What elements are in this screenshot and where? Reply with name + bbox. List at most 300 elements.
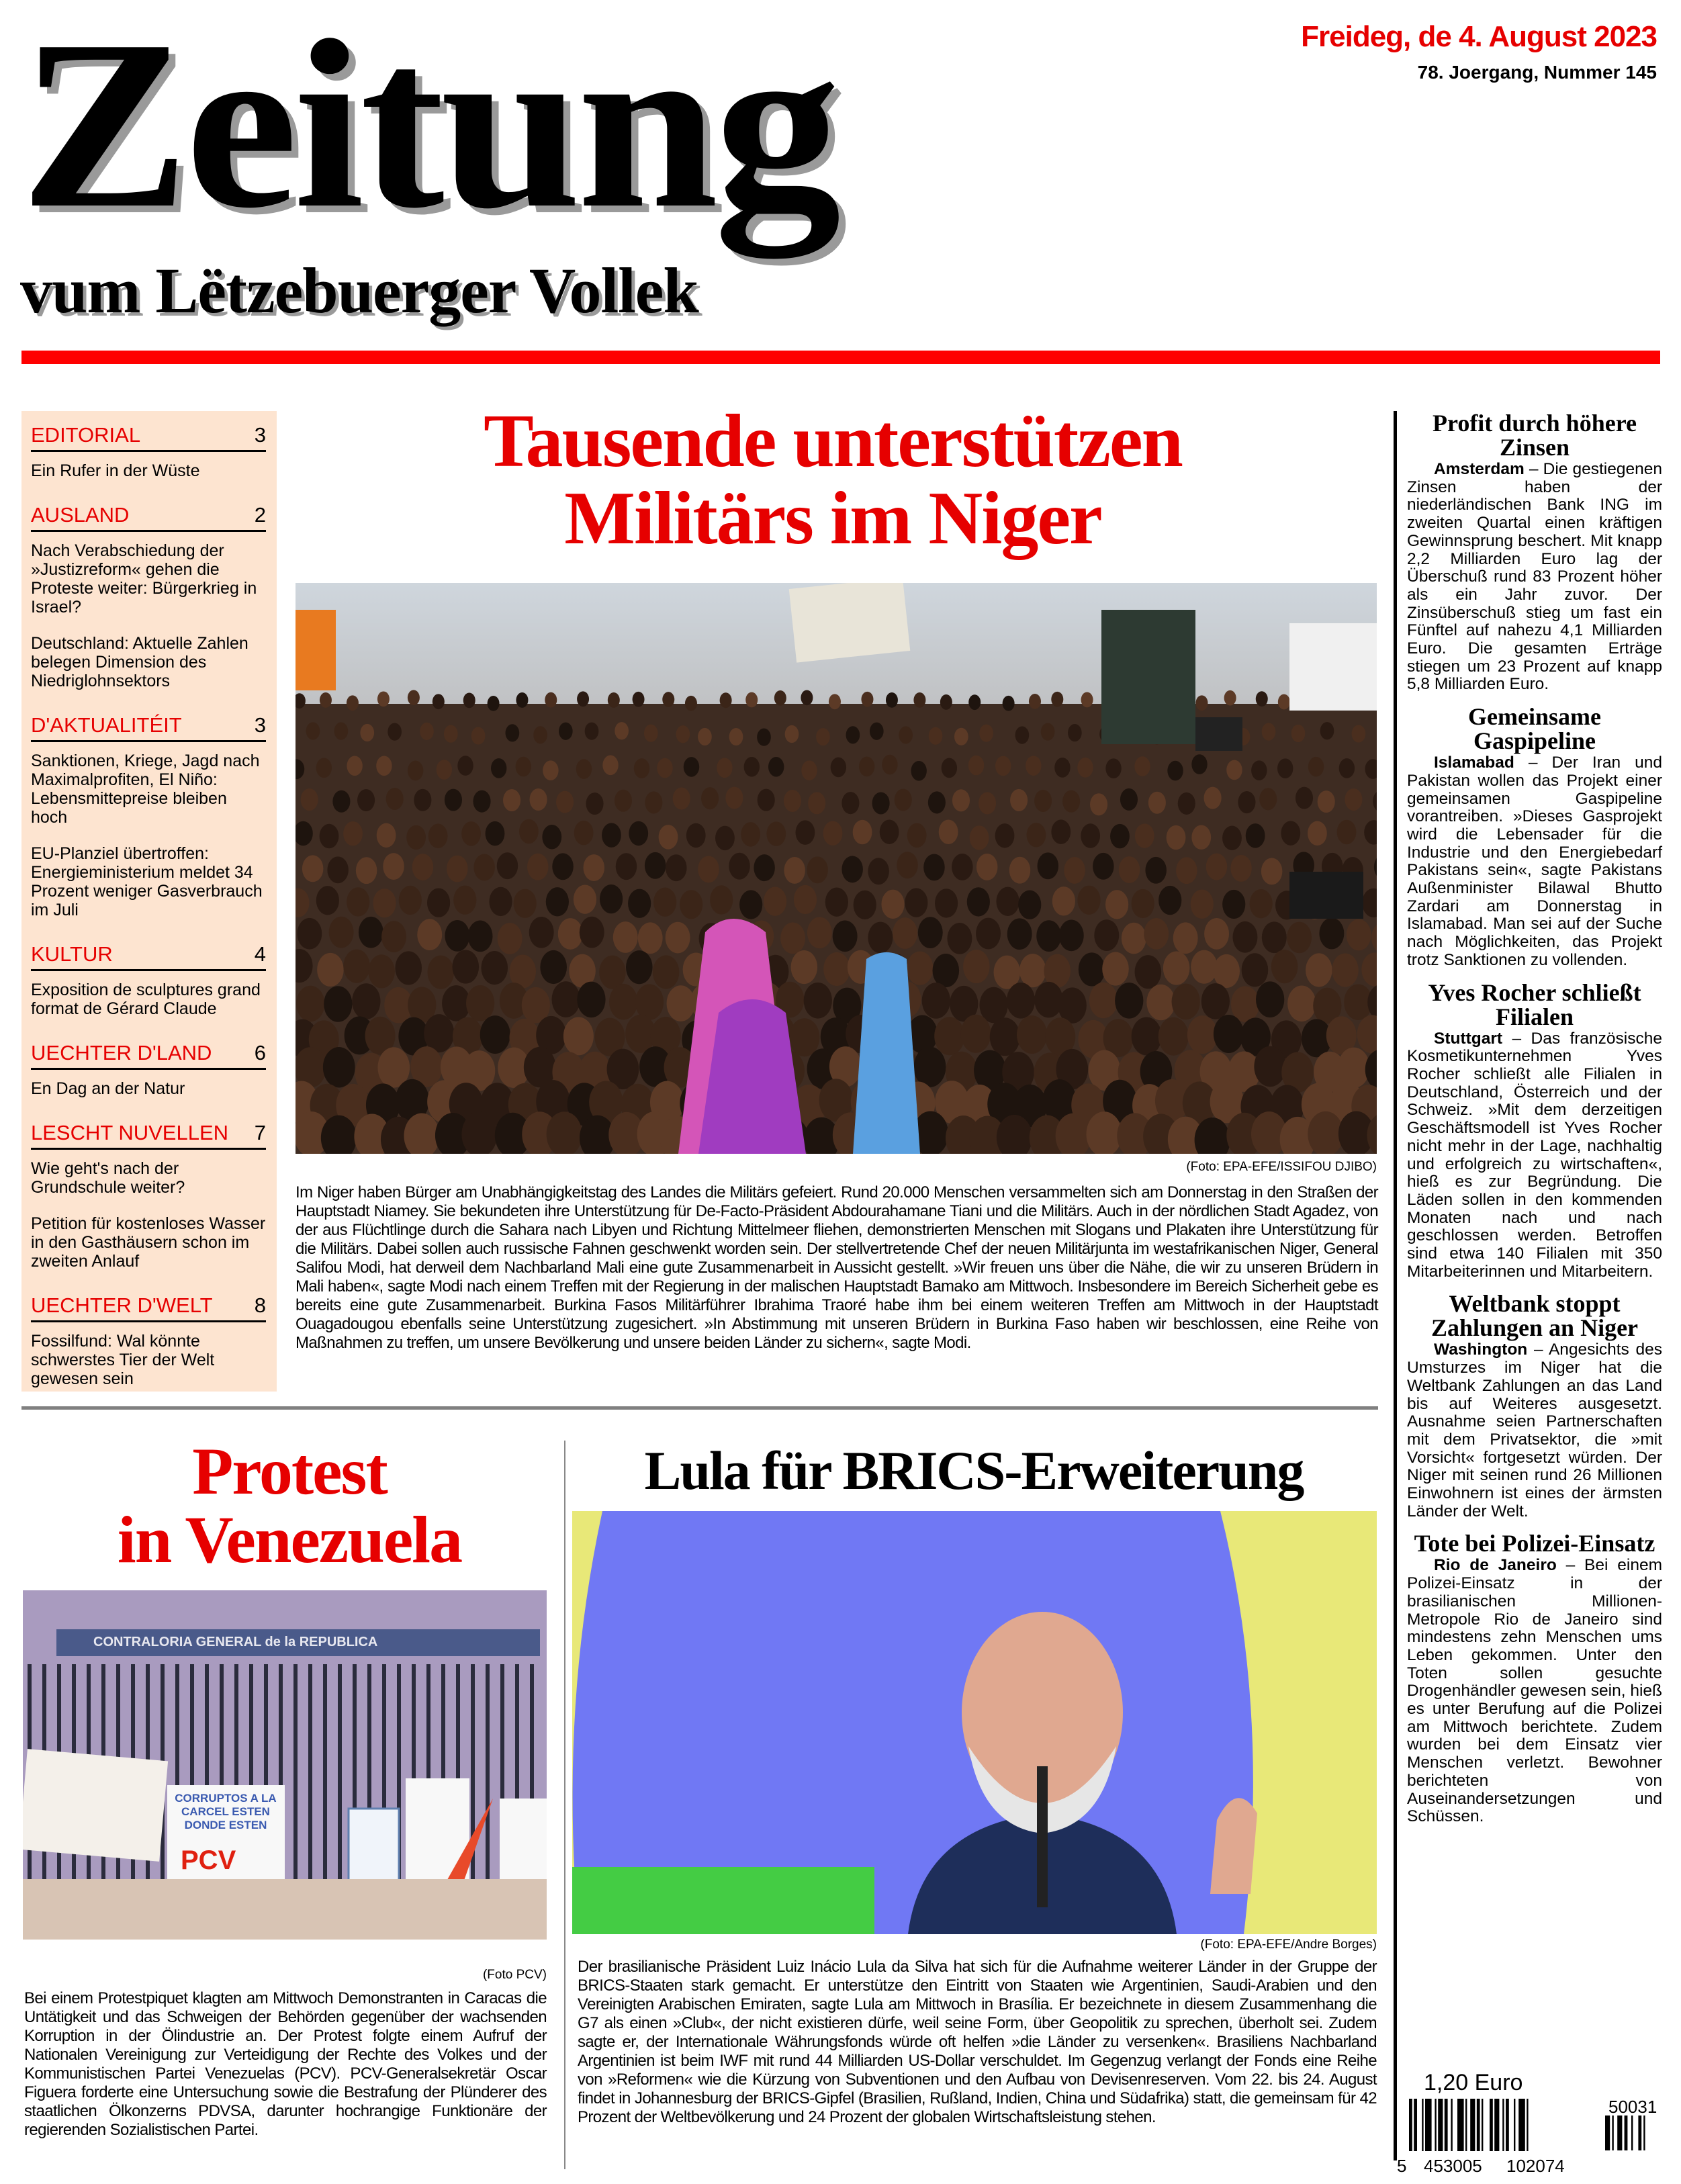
crowd-head: [301, 788, 318, 811]
lead-headline[interactable]: [296, 400, 1370, 560]
crowd-head: [729, 728, 743, 745]
crowd-head: [1089, 983, 1118, 1019]
crowd-head: [516, 692, 528, 708]
toc-item[interactable]: EU-Planziel übertroffen: Energieministerium meldet 34 Prozent weniger Gasverbrauch im Juli: [31, 844, 263, 919]
crowd-head: [1036, 920, 1061, 952]
crowd-head: [1081, 692, 1093, 708]
crowd-head: [1222, 890, 1245, 919]
crowd-head: [952, 854, 973, 880]
crowd-head: [893, 917, 917, 949]
crowd-head: [1019, 954, 1046, 987]
crowd-head: [897, 852, 918, 878]
barcode-addon-bar: [1605, 2115, 1610, 2150]
crowd-head: [940, 694, 952, 710]
masthead-logo: Zeitung: [20, 0, 837, 258]
crowd-head: [577, 691, 589, 707]
crowd-head: [615, 722, 629, 739]
crowd-head: [1051, 819, 1071, 844]
barcode-bar: [1409, 2099, 1412, 2151]
crowd-head: [347, 695, 359, 711]
crowd-head: [935, 889, 958, 917]
masthead-subtitle: vum Lëtzebuerger Vollek: [20, 255, 698, 326]
photo-banner-pcv: PCV: [181, 1846, 236, 1875]
crowd-head: [368, 954, 395, 988]
crowd-head: [1132, 1017, 1162, 1055]
crowd-head: [1007, 983, 1035, 1019]
crowd-head: [741, 822, 760, 846]
crowd-head: [1320, 722, 1334, 739]
crowd-head: [1206, 854, 1228, 880]
crowd-head: [666, 922, 690, 954]
crowd-head: [1110, 824, 1130, 848]
crowd-head: [445, 920, 469, 952]
lead-article-body: Im Niger haben Bürger am Unabhängigkeitstag des Landes die Militärs gefeiert. Rund 20.000 Menschen versammelten sich am Donnerstag in den Straßen der Hauptstadt Niamey. Sie bekundeten ihre Unterstützung für De-Facto-Präsident Abdourahamane Tiani und die Militärs. Auch in der nördlichen Stadt Agadez, von der aus Flüchtlinge durch die Sahara nach Libyen und Richtung Mittelmeer fliehen, demonstrierten Menschen mit Slogans und Plakaten ihre Unterstützung für die Militärs. Dabei sollen auch russische Fahnen geschwenkt worden sein. Der stellvertretende Chef der neuen Militärjunta im westafrikanischen Niger, General Salifou Modi, hat derweil dem Nachbarland Mali eine gute Zusammenarbeit in Aussicht gestellt. »Wir freuen uns über die Nähe, die wir zu unseren Brüdern in Mali haben«, sagte Modi nach einem Treffen mit der Regierung in der malischen Hauptstadt Bamako am Mittwoch. Insbesondere im Bereich Sicherheit gebe es bereits eine gute Zusammenarbeit. Burkina Fasos Militärführer Ibrahima Traoré habe ihm bei einem weiteren Treffen am Mittwoch in der Hauptstadt Ouagadougou ebenfalls seine Unterstützung zugesichert. »In Abstimmung mit unseren Brüdern in Burkina Faso haben wir beschlossen, eine Reihe von Maßnahmen zu treffen, um unsere Bevölkerung und unsere beiden Länder zu sichern«, sagte Modi.: [296, 1183, 1378, 1352]
crowd-head: [600, 884, 623, 913]
crowd-head: [1158, 886, 1181, 915]
crowd-head: [559, 723, 573, 740]
toc-section-header[interactable]: [31, 503, 266, 532]
crowd-head: [794, 885, 817, 914]
crowd-head: [1034, 790, 1052, 812]
toc-item[interactable]: Exposition de sculptures grand format de Gérard Claude: [31, 981, 261, 1018]
crowd-head: [1148, 792, 1166, 814]
crowd-head: [970, 825, 989, 850]
news-brief-title: Weltbank stoppt Zahlungen an Niger: [1430, 1290, 1639, 1342]
toc-section-name: UECHTER D'WELT: [31, 1293, 213, 1317]
barcode-bar: [1490, 2099, 1493, 2151]
toc-spacer: [31, 1388, 266, 1402]
crowd-head: [968, 756, 984, 776]
crowd-head: [343, 821, 363, 846]
crowd-head: [745, 692, 758, 708]
crowd-head: [1059, 919, 1084, 951]
crowd-head: [360, 724, 374, 741]
toc-item[interactable]: En Dag an der Natur: [31, 1079, 185, 1098]
crowd-head: [939, 820, 958, 844]
toc-section-header[interactable]: [31, 1293, 266, 1322]
crowd-head: [352, 983, 380, 1019]
crowd-head: [963, 950, 990, 983]
toc-item[interactable]: Wie geht's nach der Grundschule weiter?: [31, 1159, 185, 1197]
column-divider-middle: [564, 1441, 565, 2169]
crowd-head: [586, 792, 603, 815]
crowd-head: [1224, 690, 1236, 706]
crowd-head: [1318, 790, 1335, 813]
crowd-head: [489, 887, 512, 916]
crowd-head: [659, 825, 678, 849]
crowd-head: [1254, 1046, 1286, 1087]
crowd-head: [1135, 823, 1154, 848]
crowd-head: [376, 756, 392, 776]
toc-item[interactable]: Deutschland: Aktuelle Zahlen belegen Dimension des Niedriglohnsektors: [31, 634, 248, 690]
venezuela-photo-caption: (Foto PCV): [482, 1968, 547, 1982]
crowd-head: [1134, 756, 1150, 776]
crowd-head: [488, 696, 500, 711]
crowd-head: [481, 951, 508, 985]
barcode-bar: [1514, 2099, 1515, 2151]
crowd-head: [602, 823, 621, 847]
crowd-head: [801, 690, 813, 706]
toc-section-page: 7: [254, 1121, 266, 1144]
crowd-head: [907, 823, 927, 848]
crowd-head: [317, 953, 344, 987]
toc-section-name: KULTUR: [31, 942, 113, 966]
venezuela-protest-photo[interactable]: [23, 1590, 547, 1940]
crowd-head: [428, 824, 448, 848]
news-brief[interactable]: [1407, 411, 1662, 694]
crowd-head: [316, 758, 332, 778]
crowd-head: [542, 825, 561, 849]
barcode-bar: [1506, 2099, 1509, 2151]
barcode-addon-bar: [1643, 2115, 1645, 2150]
crowd-head: [872, 792, 890, 814]
toc-item[interactable]: Petition für kostenloses Wasser in den Gasthäusern schon im zweiten Anlauf: [31, 1214, 266, 1271]
crowd-head: [942, 758, 957, 778]
lead-headline-line1: Tausende unterstützen: [484, 400, 1182, 483]
news-brief-text: – Das französische Kosmetikunternehmen Yves Rocher schließt alle Filialen in Deutschland, Österreich und der Schweiz. »Mit dem derzeitigen Geschäftsmodell ist Yves Rocher nicht mehr in der Lage, nachhaltig und erfolgreich zu wirtschaften«, hieß es zur Begründung. Die Läden sollen in den kommenden Monaten nach und nach geschlossen werden. Betroffen sind etwa 140 Filialen mit 350 Mitarbeiterinnen und Mitarbeitern.: [1407, 1029, 1662, 1281]
venezuela-headline[interactable]: [24, 1434, 555, 1577]
crowd-head: [990, 1017, 1020, 1056]
crowd-head: [638, 922, 663, 954]
crowd-head: [804, 983, 832, 1019]
crowd-head: [473, 790, 490, 813]
crowd-head: [644, 725, 658, 742]
crowd-head: [882, 755, 897, 775]
crowd-head: [1007, 918, 1032, 950]
crowd-head: [1204, 918, 1229, 950]
cover-price: 1,20 Euro: [1424, 2070, 1523, 2095]
lula-photo-illustration: [572, 1511, 1377, 1934]
crowd-head: [552, 981, 580, 1017]
barcode-addon-bar: [1625, 2115, 1628, 2150]
crowd-head: [1337, 820, 1357, 844]
crowd-head: [533, 726, 547, 743]
crowd-head: [452, 950, 479, 984]
crowd-head: [377, 691, 390, 707]
news-brief-dateline: Amsterdam: [1434, 460, 1525, 478]
crowd-head: [399, 886, 422, 915]
crowd-head: [519, 819, 539, 844]
crowd-head: [1262, 921, 1287, 953]
barcode-bar: [1477, 2099, 1480, 2151]
crowd-head: [774, 690, 786, 706]
crowd-head: [1018, 891, 1041, 919]
toc-section-page: 6: [254, 1041, 266, 1064]
crowd-head: [1259, 788, 1277, 810]
crowd-head: [433, 694, 445, 709]
crowd-head: [306, 722, 320, 739]
crowd-head: [967, 887, 990, 916]
crowd-head: [739, 890, 762, 919]
crowd-head: [808, 792, 825, 814]
crowd-head: [653, 888, 676, 917]
crowd-head: [530, 788, 547, 811]
lula-photo[interactable]: [572, 1511, 1377, 1934]
crowd-head: [1230, 855, 1252, 882]
crowd-head: [1158, 1017, 1189, 1056]
crowd-head: [791, 950, 818, 984]
crowd-head: [868, 922, 893, 954]
news-brief-title: Gemeinsame Gaspipeline: [1468, 703, 1601, 755]
crowd-head: [1015, 726, 1030, 743]
crowd-head: [1079, 952, 1105, 986]
crowd-head: [976, 854, 998, 880]
venezuela-article-body: Bei einem Protestpiquet klagten am Mittwoch Demonstranten in Caracas die Untätigkeit und das Schweigen der Behörden gegenüber der wachsenden Korruption in der Ölindustrie an. Der Protest folgte einem Aufruf der Nationalen Vereinigung zur Verteidigung der Rechte des Volkes und der Kommunistischen Partei Venezuelas (PCV). PCV-Generalsekretär Oscar Figuera forderte eine Untersuchung sowie die Bestrafung der Plünderer des staatlichen Ölkonzerns PDVSA, darunter hochrangige Funktionäre der regierenden Sozialistischen Partei.: [24, 1989, 547, 2139]
toc-spacer: [31, 1018, 266, 1032]
barcode-bar: [1502, 2099, 1504, 2151]
barcode-bar: [1465, 2099, 1467, 2151]
crowd-head: [347, 887, 369, 916]
crowd-head: [657, 758, 672, 778]
crowd-head: [1242, 953, 1269, 987]
toc-section-page: 8: [254, 1293, 266, 1317]
toc-section-header[interactable]: [31, 423, 266, 452]
crowd-head: [444, 725, 458, 743]
barcode-addon-bar: [1638, 2115, 1641, 2150]
toc-item[interactable]: Nach Verabschiedung der »Justizreform« gehen die Proteste weiter: Bürgerkrieg in Israel?: [31, 541, 257, 617]
crowd-head: [1122, 923, 1146, 954]
crowd-head: [653, 955, 680, 989]
toc-section-name: D'AKTUALITÉIT: [31, 713, 182, 737]
crowd-head: [334, 723, 349, 740]
crowd-head: [408, 690, 420, 705]
crowd-head: [514, 889, 537, 918]
crowd-head: [408, 761, 423, 781]
crowd-head: [1352, 725, 1366, 742]
crowd-head: [302, 855, 324, 882]
crowd-head: [676, 725, 690, 743]
lula-headline[interactable]: Lula für BRICS-Erweiterung: [644, 1440, 1304, 1501]
crowd-head: [757, 729, 771, 746]
crowd-head: [486, 821, 505, 846]
crowd-head: [784, 790, 801, 812]
crowd-head: [461, 821, 481, 846]
crowd-head: [1256, 981, 1284, 1017]
crowd-head: [1308, 821, 1327, 846]
crowd-head: [979, 725, 993, 742]
column-divider: [1394, 411, 1397, 2160]
crowd-head: [497, 852, 518, 879]
crowd-head: [1054, 758, 1070, 778]
crowd-head: [296, 986, 324, 1022]
crowd-head: [602, 755, 618, 775]
news-brief-title: Yves Rocher schließt Filialen: [1428, 979, 1641, 1030]
crowd-head: [545, 692, 557, 708]
crowd-head: [577, 982, 605, 1018]
toc-section-page: 2: [254, 503, 266, 527]
crowd-head: [373, 889, 396, 917]
crowd-head: [1010, 789, 1028, 811]
crowd-head: [954, 728, 968, 745]
crowd-head: [1172, 984, 1200, 1020]
crowd-head: [911, 761, 926, 781]
crowd-head: [343, 950, 370, 983]
photo-sign-contraloria: CONTRALORIA GENERAL de la REPUBLICA: [93, 1635, 378, 1649]
toc-item[interactable]: Sanktionen, Kriege, Jagd nach Maximalprofiten, El Niño: Lebensmittepreise bleiben hoch: [31, 752, 260, 827]
crowd-head: [480, 1015, 510, 1054]
crowd-head: [540, 950, 567, 984]
crowd-head: [1345, 788, 1362, 811]
crowd-head: [1246, 823, 1265, 848]
crowd-head: [662, 692, 674, 707]
crowd-head: [1132, 889, 1154, 918]
crowd-head: [1167, 761, 1183, 781]
crowd-head: [1119, 856, 1140, 883]
crowd-head: [1222, 826, 1242, 850]
crowd-head: [1287, 922, 1312, 954]
crowd-head: [899, 726, 913, 743]
toc-section-header[interactable]: [31, 1041, 266, 1070]
crowd-head: [1062, 790, 1080, 813]
crowd-head: [516, 757, 531, 777]
barcode-addon-bar: [1612, 2115, 1613, 2150]
crowd-head: [886, 692, 898, 708]
crowd-head: [645, 852, 666, 879]
crowd-head: [473, 854, 495, 881]
crowd-head: [680, 890, 702, 919]
crowd-head: [615, 790, 632, 812]
crowd-head: [1146, 985, 1175, 1021]
toc-spacer: [31, 1271, 266, 1284]
news-brief-dateline: Rio de Janeiro: [1434, 1556, 1557, 1575]
toc-section-header[interactable]: [31, 942, 266, 971]
crowd-head: [1226, 760, 1242, 780]
crowd-head: [825, 888, 848, 917]
crowd-head: [744, 757, 760, 777]
crowd-head: [1238, 791, 1255, 813]
news-brief-dateline: Stuttgart: [1434, 1029, 1503, 1048]
crowd-photo-illustration: [296, 583, 1377, 1154]
crowd-head: [868, 858, 889, 884]
news-brief[interactable]: [1407, 1291, 1662, 1520]
issue-number: 78. Joergang, Nummer 145: [1417, 62, 1657, 83]
barcode-lead-digit: 5: [1397, 2156, 1407, 2176]
crowd-head: [905, 888, 927, 917]
crowd-head: [1105, 890, 1128, 919]
crowd-head: [608, 692, 620, 708]
crowd-head: [789, 1018, 819, 1056]
crowd-head: [1027, 823, 1046, 847]
table-of-contents: [21, 411, 277, 1392]
crowd-head: [831, 758, 846, 778]
news-brief[interactable]: [1407, 981, 1662, 1281]
crowd-head: [552, 853, 574, 880]
crowd-head: [995, 823, 1015, 848]
crowd-head: [725, 786, 743, 809]
news-brief-body: [1407, 1030, 1662, 1281]
crowd-head: [406, 825, 426, 850]
crowd-head: [463, 692, 475, 708]
crowd-head: [558, 918, 583, 950]
crowd-head: [1277, 758, 1293, 778]
crowd-head: [710, 885, 733, 914]
news-brief-body: [1407, 461, 1662, 694]
lead-photo-crowd[interactable]: [296, 583, 1377, 1154]
crowd-head: [645, 791, 662, 813]
crowd-head: [1077, 758, 1093, 778]
news-brief[interactable]: [1407, 704, 1662, 969]
crowd-head: [968, 694, 981, 710]
toc-item[interactable]: Ein Rufer in der Wüste: [31, 461, 200, 480]
barcode-addon-bar: [1631, 2115, 1633, 2150]
crowd-head: [427, 889, 450, 917]
crowd-head: [768, 757, 784, 777]
crowd-head: [420, 723, 434, 740]
toc-section-name: EDITORIAL: [31, 423, 141, 447]
crowd-head: [1213, 954, 1240, 988]
crowd-head: [320, 824, 339, 848]
crowd-head: [357, 789, 375, 811]
venezuela-headline-line1: Protest: [192, 1434, 387, 1508]
crowd-head: [1026, 756, 1041, 776]
crowd-head: [580, 917, 604, 948]
toc-spacer: [31, 1098, 266, 1111]
barcode-bar: [1438, 2099, 1443, 2151]
barcode-bar: [1435, 2099, 1436, 2151]
crowd-head: [563, 1017, 594, 1055]
crowd-head: [816, 728, 830, 745]
crowd-head: [854, 891, 876, 919]
crowd-head: [720, 692, 732, 708]
crowd-head: [918, 917, 943, 948]
crowd-head: [1038, 852, 1059, 879]
crowd-head: [1041, 723, 1055, 741]
crowd-head: [320, 692, 332, 708]
crowd-head: [1281, 821, 1300, 845]
crowd-head: [923, 854, 945, 880]
crowd-head: [1278, 694, 1290, 710]
crowd-head: [1232, 921, 1257, 953]
crowd-head: [324, 986, 352, 1022]
crowd-head: [585, 723, 599, 740]
toc-spacer: [31, 919, 266, 933]
barcode-bar: [1518, 2099, 1525, 2151]
crowd-head: [1051, 692, 1063, 707]
crowd-head: [1120, 788, 1138, 811]
crowd-head: [996, 887, 1019, 916]
crowd-head: [1308, 757, 1324, 777]
barcode: [1397, 2095, 1672, 2179]
crowd-head: [758, 789, 775, 811]
crowd-head: [686, 823, 706, 848]
crowd-head: [859, 757, 874, 777]
crowd-head: [316, 886, 339, 915]
crowd-head: [796, 820, 815, 844]
crowd-head: [1029, 694, 1041, 709]
toc-section-header[interactable]: [31, 713, 266, 742]
crowd-head: [1347, 919, 1371, 951]
crowd-head: [427, 956, 454, 989]
crowd-head: [1271, 950, 1298, 983]
crowd-head: [895, 788, 912, 811]
crowd-head: [616, 853, 637, 880]
section-divider: [21, 1406, 1378, 1410]
crowd-head: [764, 887, 786, 916]
crowd-head: [880, 819, 899, 844]
crowd-head: [947, 923, 972, 954]
toc-section-name: AUSLAND: [31, 503, 130, 527]
crowd-head: [780, 923, 805, 954]
toc-item[interactable]: Fossilfund: Wal könnte schwerstes Tier der Welt gewesen sein: [31, 1332, 215, 1388]
news-brief-dateline: Islamabad: [1434, 754, 1514, 772]
crowd-head: [327, 856, 349, 883]
toc-section-header[interactable]: [31, 1121, 266, 1150]
barcode-bar: [1422, 2099, 1423, 2151]
news-brief[interactable]: [1407, 1531, 1662, 1826]
crowd-head: [1204, 787, 1222, 809]
crowd-head: [1176, 857, 1197, 884]
barcode-addon-bar: [1617, 2115, 1622, 2150]
